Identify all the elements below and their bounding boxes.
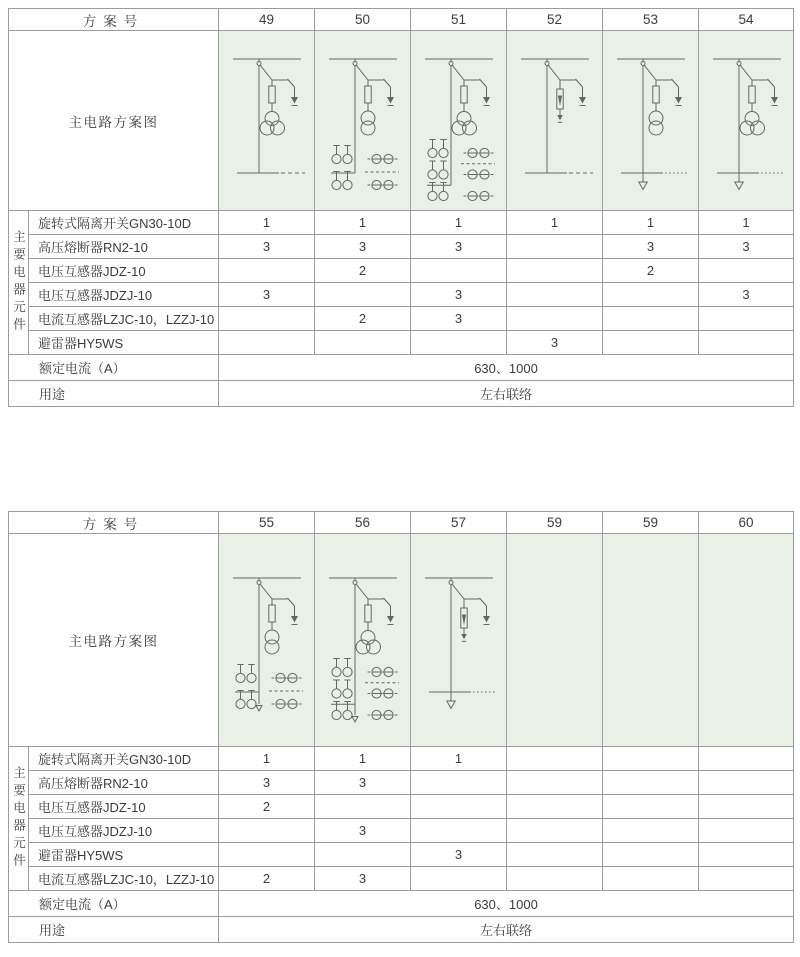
scheme-number: 51 <box>411 9 507 31</box>
component-quantity <box>219 307 315 331</box>
scheme-number: 59 <box>603 512 699 534</box>
scheme-table-49-54-wrap <box>0 8 800 407</box>
circuit-diagram-52 <box>507 33 603 209</box>
component-group-label: 主要电器元件 <box>9 747 29 891</box>
component-quantity <box>603 843 699 867</box>
component-quantity: 3 <box>603 235 699 259</box>
component-quantity <box>699 747 794 771</box>
component-quantity: 1 <box>411 747 507 771</box>
component-quantity: 3 <box>315 819 411 843</box>
diagram-cell-52 <box>507 31 603 211</box>
catalog-page <box>0 8 800 943</box>
circuit-diagram-51 <box>411 33 507 209</box>
component-quantity: 2 <box>603 259 699 283</box>
scheme-number: 55 <box>219 512 315 534</box>
component-quantity <box>699 795 794 819</box>
circuit-diagram-50 <box>315 33 411 209</box>
component-quantity: 2 <box>219 795 315 819</box>
component-quantity <box>219 819 315 843</box>
diagram-cell-53 <box>603 31 699 211</box>
circuit-diagram-55 <box>219 552 315 728</box>
component-quantity <box>315 283 411 307</box>
component-quantity: 3 <box>411 235 507 259</box>
component-label: 旋转式隔离开关GN30-10D <box>29 747 219 771</box>
component-quantity <box>699 867 794 891</box>
circuit-diagram-54 <box>699 33 794 209</box>
component-quantity <box>507 747 603 771</box>
component-quantity <box>411 867 507 891</box>
component-quantity <box>507 259 603 283</box>
component-quantity <box>315 331 411 355</box>
main-circuit-diagram-label: 主电路方案图 <box>9 31 219 211</box>
scheme-number: 57 <box>411 512 507 534</box>
component-label: 电压互感器JDZ-10 <box>29 795 219 819</box>
component-quantity <box>411 819 507 843</box>
scheme-no-header-label: 方案号 <box>9 9 219 31</box>
circuit-diagram-53 <box>603 33 699 209</box>
scheme-no-header-label: 方案号 <box>9 512 219 534</box>
circuit-diagram-56 <box>315 552 411 728</box>
component-quantity: 3 <box>219 283 315 307</box>
scheme-number: 59 <box>507 512 603 534</box>
component-quantity <box>603 283 699 307</box>
scheme-number: 50 <box>315 9 411 31</box>
diagram-cell-57 <box>411 534 507 747</box>
component-quantity <box>411 259 507 283</box>
component-quantity <box>411 331 507 355</box>
component-quantity: 1 <box>507 211 603 235</box>
diagram-cell-54 <box>699 31 794 211</box>
component-quantity <box>219 331 315 355</box>
component-quantity <box>507 307 603 331</box>
component-quantity: 2 <box>315 307 411 331</box>
component-quantity: 1 <box>315 747 411 771</box>
component-quantity <box>699 259 794 283</box>
component-quantity: 3 <box>507 331 603 355</box>
diagram-cell-60 <box>699 534 794 747</box>
diagram-cell-59 <box>507 534 603 747</box>
scheme-number: 49 <box>219 9 315 31</box>
circuit-diagram-49 <box>219 33 315 209</box>
component-label: 避雷器HY5WS <box>29 331 219 355</box>
scheme-number: 54 <box>699 9 794 31</box>
usage-label: 用途 <box>9 381 219 407</box>
component-quantity <box>603 795 699 819</box>
component-quantity: 3 <box>699 235 794 259</box>
scheme-number: 53 <box>603 9 699 31</box>
component-quantity <box>507 283 603 307</box>
component-quantity <box>507 771 603 795</box>
component-quantity <box>699 771 794 795</box>
component-quantity <box>699 819 794 843</box>
component-quantity <box>507 867 603 891</box>
component-quantity <box>315 843 411 867</box>
component-quantity <box>699 331 794 355</box>
component-label: 电压互感器JDZJ-10 <box>29 283 219 307</box>
component-quantity <box>315 795 411 819</box>
rated-current-label: 额定电流（A） <box>9 891 219 917</box>
component-quantity: 1 <box>219 211 315 235</box>
component-quantity <box>219 843 315 867</box>
component-quantity <box>219 259 315 283</box>
component-quantity: 3 <box>315 235 411 259</box>
diagram-cell-50 <box>315 31 411 211</box>
component-quantity: 1 <box>315 211 411 235</box>
usage-label: 用途 <box>9 917 219 943</box>
component-quantity: 3 <box>315 771 411 795</box>
component-label: 避雷器HY5WS <box>29 843 219 867</box>
component-label: 电流互感器LZJC-10，LZZJ-10 <box>29 867 219 891</box>
component-quantity: 3 <box>411 843 507 867</box>
component-quantity: 3 <box>411 307 507 331</box>
rated-current-value: 630、1000 <box>219 891 794 917</box>
component-label: 电压互感器JDZJ-10 <box>29 819 219 843</box>
component-quantity <box>603 747 699 771</box>
component-quantity <box>603 331 699 355</box>
scheme-number: 56 <box>315 512 411 534</box>
diagram-cell-49 <box>219 31 315 211</box>
diagram-cell-59 <box>603 534 699 747</box>
scheme-table-55-60 <box>8 511 794 943</box>
component-quantity <box>507 819 603 843</box>
rated-current-label: 额定电流（A） <box>9 355 219 381</box>
component-label: 电流互感器LZJC-10，LZZJ-10 <box>29 307 219 331</box>
scheme-number: 52 <box>507 9 603 31</box>
usage-value: 左右联络 <box>219 381 794 407</box>
component-quantity <box>699 307 794 331</box>
diagram-cell-55 <box>219 534 315 747</box>
component-quantity: 3 <box>219 771 315 795</box>
component-label: 高压熔断器RN2-10 <box>29 235 219 259</box>
component-quantity: 3 <box>219 235 315 259</box>
component-quantity <box>507 795 603 819</box>
component-quantity <box>411 771 507 795</box>
rated-current-value: 630、1000 <box>219 355 794 381</box>
component-quantity <box>603 307 699 331</box>
diagram-cell-56 <box>315 534 411 747</box>
component-quantity <box>507 235 603 259</box>
component-quantity <box>603 771 699 795</box>
component-label: 电压互感器JDZ-10 <box>29 259 219 283</box>
main-circuit-diagram-label: 主电路方案图 <box>9 534 219 747</box>
scheme-table-49-54 <box>8 8 794 407</box>
component-label: 旋转式隔离开关GN30-10D <box>29 211 219 235</box>
component-quantity <box>411 795 507 819</box>
component-quantity <box>603 867 699 891</box>
component-quantity: 1 <box>219 747 315 771</box>
component-quantity: 1 <box>411 211 507 235</box>
component-quantity <box>507 843 603 867</box>
component-quantity: 3 <box>315 867 411 891</box>
component-quantity: 2 <box>315 259 411 283</box>
scheme-table-55-60-wrap <box>0 511 800 943</box>
component-label: 高压熔断器RN2-10 <box>29 771 219 795</box>
component-quantity <box>699 843 794 867</box>
diagram-cell-51 <box>411 31 507 211</box>
component-group-label: 主要电器元件 <box>9 211 29 355</box>
component-quantity: 3 <box>699 283 794 307</box>
component-quantity: 1 <box>699 211 794 235</box>
component-quantity: 2 <box>219 867 315 891</box>
scheme-number: 60 <box>699 512 794 534</box>
component-quantity: 1 <box>603 211 699 235</box>
usage-value: 左右联络 <box>219 917 794 943</box>
circuit-diagram-57 <box>411 552 507 728</box>
component-quantity: 3 <box>411 283 507 307</box>
component-quantity <box>603 819 699 843</box>
